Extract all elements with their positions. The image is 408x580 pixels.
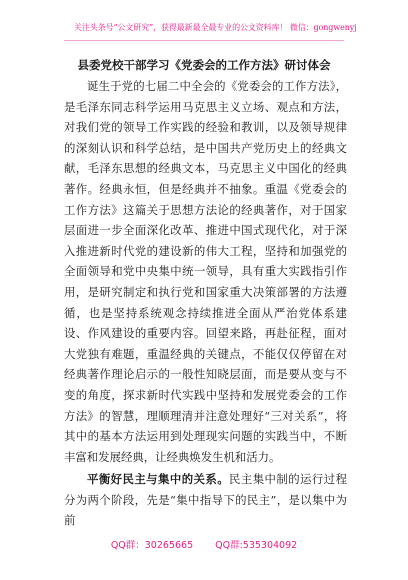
header-banner: 关注头条号“公文研究”，获得最新最全最专业的公文资料库！ 微信：gongwenyj xyxy=(74,23,357,32)
document-body xyxy=(64,76,347,531)
footer-qq-group-1: QQ群：30265665 xyxy=(110,540,194,551)
document-title: 县委党校干部学习《党委会的工作方法》研讨体会 xyxy=(77,58,331,72)
paragraph-section-1 xyxy=(64,469,347,531)
footer-qq-group-2: QQ群:535304092 xyxy=(215,540,298,551)
header-divider xyxy=(64,40,344,41)
paragraph-intro: 诞生于党的七届二中全会的《党委会的工作方法》，是毛泽东同志科学运用马克思主义立场、观点和方法，对我们党的领导工作实践的经验和教训，以及领导规律的深刻认识和科学总结，是中国共产党历史上的经典文献，毛泽东思想的经典文本，马克思主义中国化的经典著作。经典永恒，但是经典并不抽象。重温《党委会的工作方法》这篇关于思想方法论的经典著作，对于国家层面进一步全面深化改革、推进中国式现代化，对于深入推进新时代党的建设新的伟大工程，坚持和加强党的全面领导和党中央集中统一领导，具有重大实践指引作用，是研究制定和执行党和国家重大决策部署的方法遵循，也是坚持系统观念持续推进全面从严治党体系建设、作风建设的重要内容。回望来路，再赴征程，面对大党独有难题，重温经典的关键点，不能仅仅停留在对经典著作理论启示的一般性知晓层面，而是要从变与不变的角度，探求新时代实践中坚持和发展党委会的工作方法》的智慧，理顺理清并注意处理好“三对关系”，将其中的基本方法运用到处理现实问题的实践当中，不断丰富和发展经典，让经典焕发生机和活力。 xyxy=(64,79,347,464)
footer xyxy=(0,537,408,551)
section-text: 民主集中制的运行过程分为两个阶段，先是“集中指导下的民主”，是以集中为前 xyxy=(64,472,347,528)
section-heading: 平衡好民主与集中的关系。 xyxy=(87,472,230,487)
